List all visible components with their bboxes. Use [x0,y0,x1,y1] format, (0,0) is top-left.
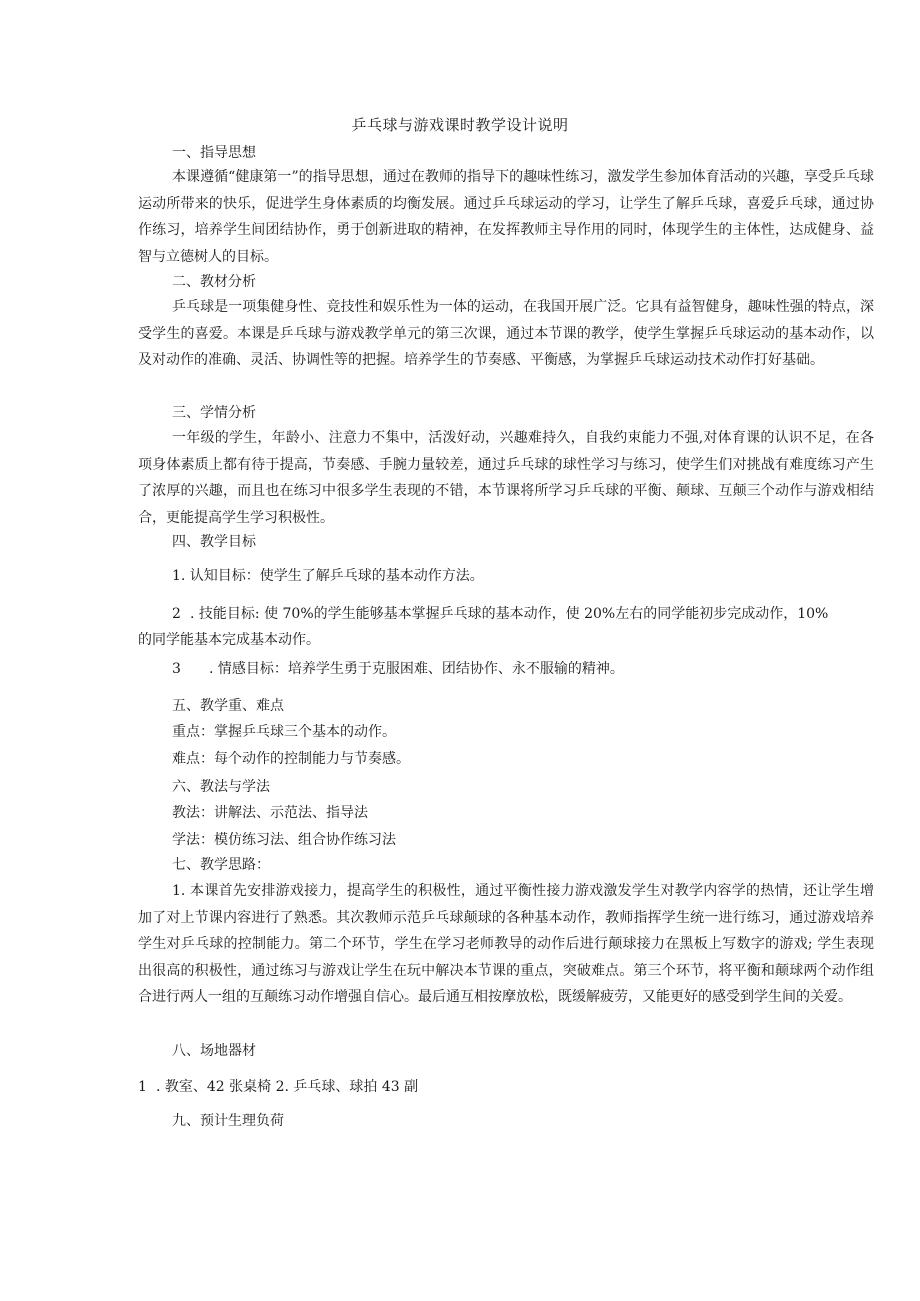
learning-method: 学法：模仿练习法、组合协作练习法 [172,832,396,848]
goal-skill-line1: . 技能目标: 使 70%的学生能够基本掌握乒乓球的基本动作，使 20%左右的同学能初步完成动作，10% [190,606,829,622]
section-heading-student-analysis: 三、学情分析 [172,405,256,421]
equipment-list: . 教室、42 张桌椅 2. 乒乓球、球拍 43 副 [156,1079,419,1095]
equipment-number: 1 [138,1079,147,1095]
section-heading-material-analysis: 二、教材分析 [172,274,256,290]
section-heading-teaching-goals: 四、教学目标 [172,534,256,550]
section-heading-key-points: 五、教学重、难点 [172,698,284,714]
paragraph-teaching-approach: 1. 本课首先安排游戏接力，提高学生的积极性，通过平衡性接力游戏激发学生对教学内容学的热情，还让学生增加了对上节课内容进行了熟悉。其次教师示范乒乓球颠球的各种基本动作，教师指挥学生统一进行练习，通过游戏培养学生对乒乓球的控制能力。第二个环节，学生在学习老师教导的动作后进行颠球接力在黑板上写数字的游戏; 学生表现出很高的积极性，通过练习与游戏让学生在玩中解决本节课的重点，突破难点。第三个环节，将平衡和颠球两个动作组合进行两人一组的互颠练习动作增强自信心。最后通互相按摩放松，既缓解疲劳，又能更好的感受到学生间的关爱。 [138,883,874,1006]
document-title: 乒乓球与游戏课时教学设计说明 [351,116,569,134]
goal-skill-number: 2 [172,606,181,622]
goal-affective-text: . 情感目标：培养学生勇于克服困难、团结协作、永不服输的精神。 [209,661,624,677]
difficult-point: 难点：每个动作的控制能力与节奏感。 [172,751,410,767]
section-heading-teaching-approach: 七、教学思路： [172,857,270,873]
section-heading-methods: 六、教法与学法 [172,779,270,795]
key-point: 重点：掌握乒乓球三个基本的动作。 [172,724,396,740]
goal-cognitive: 1. 认知目标：使学生了解乒乓球的基本动作方法。 [172,568,484,584]
paragraph-student-analysis: 一年级的学生，年龄小、注意力不集中，活泼好动，兴趣难持久，自我约束能力不强,对体育课的认识不足，在各项身体素质上都有待于提高，节奏感、手腕力量较差，通过乒乓球的球性学习与练习，使学生们对挑战有难度练习产生了浓厚的兴趣，而且也在练习中很多学生表现的不错，本节课将所学习乒乓球的平衡、颠球、互颠三个动作与游戏相结合，更能提高学生学习积极性。 [138,430,874,526]
section-heading-guiding-ideology: 一、指导思想 [172,145,256,161]
paragraph-guiding-ideology: 本课遵循“健康第一”的指导思想，通过在教师的指导下的趣味性练习，激发学生参加体育活动的兴趣，享受乒乓球运动所带来的快乐，促进学生身体素质的均衡发展。通过乒乓球运动的学习，让学生了解乒乓球，喜爱乒乓球，通过协作练习，培养学生间团结协作，勇于创新进取的精神，在发挥教师主导作用的同时，体现学生的主体性，达成健身、益智与立德树人的目标。 [138,169,874,265]
goal-affective-number: 3 [172,661,181,677]
section-heading-physiological-load: 九、预计生理负荷 [172,1113,284,1129]
goal-skill-line2: 的同学能基本完成基本动作。 [138,632,320,648]
paragraph-material-analysis: 乒乓球是一项集健身性、竞技性和娱乐性为一体的运动，在我国开展广泛。它具有益智健身，趣味性强的特点，深受学生的喜爱。本课是乒乓球与游戏教学单元的第三次课，通过本节课的教学，使学生掌握乒乓球运动的基本动作，以及对动作的准确、灵活、协调性等的把握。培养学生的节奏感、平衡感，为掌握乒乓球运动技术动作打好基础。 [138,299,874,369]
teaching-method: 教法：讲解法、示范法、指导法 [172,805,368,821]
section-heading-venue-equipment: 八、场地器材 [172,1043,256,1059]
